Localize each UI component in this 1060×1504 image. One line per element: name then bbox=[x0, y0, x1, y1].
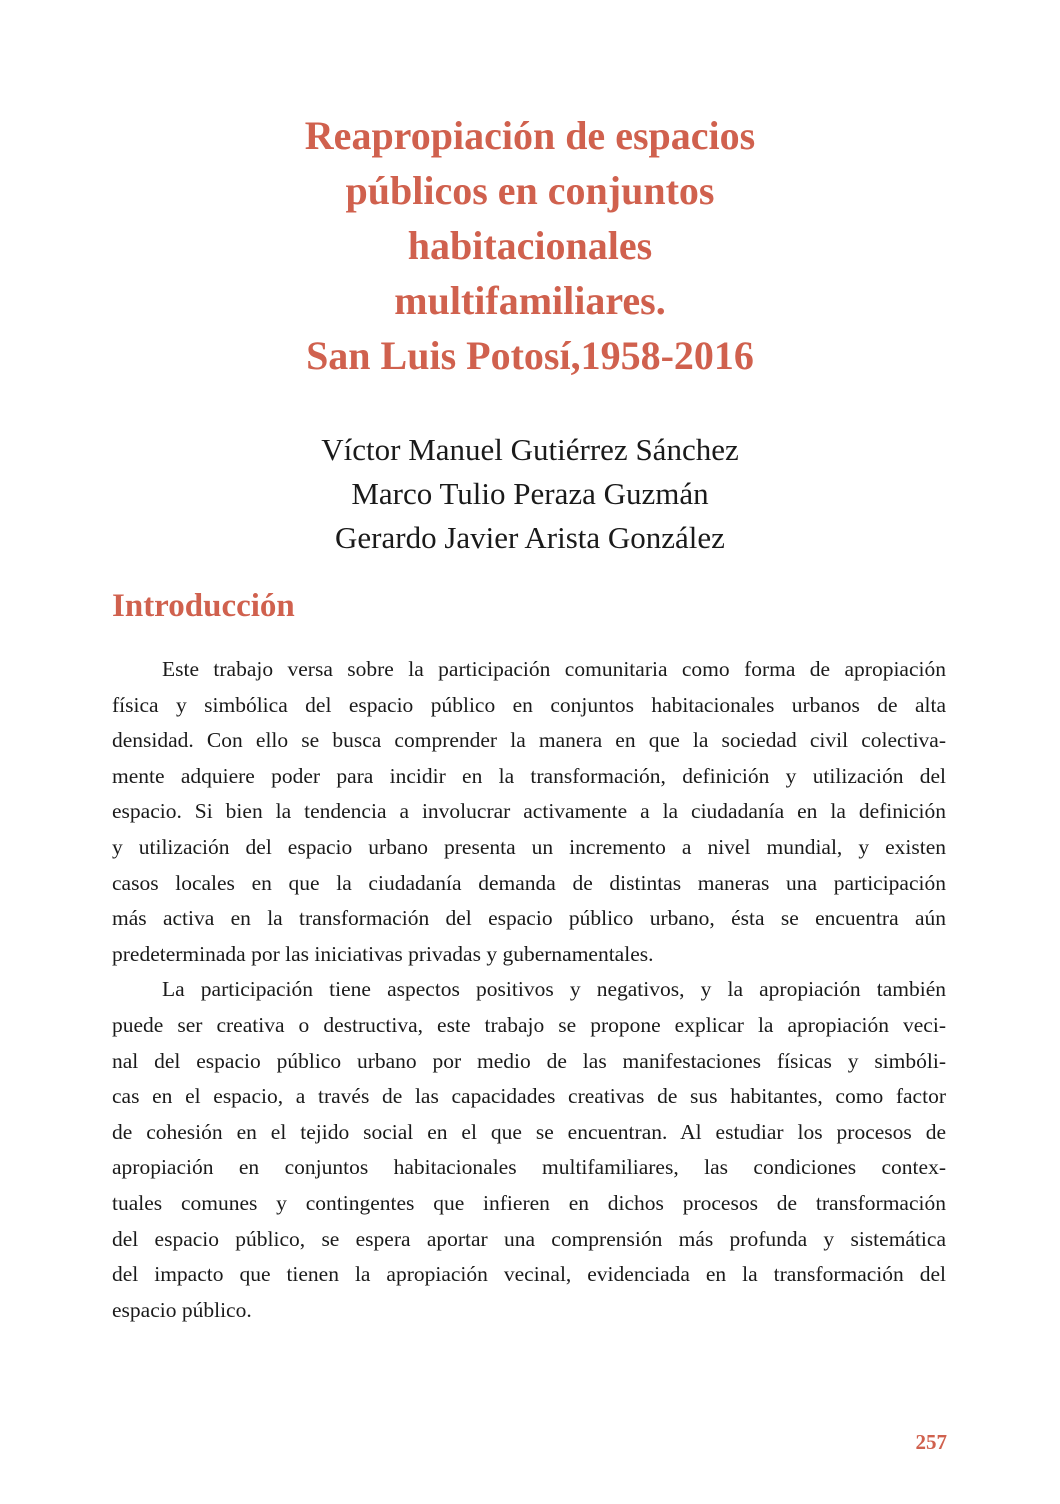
text-line: física y simbólica del espacio público en conjuntos habitacionales urbanos de alta bbox=[112, 692, 946, 717]
chapter-title-line: Reapropiación de espacios bbox=[304, 113, 756, 158]
section-heading: Introducción bbox=[112, 588, 295, 624]
page-number: 257 bbox=[915, 1430, 947, 1454]
text-line: tuales comunes y contingentes que infieren en dichos procesos de transformación bbox=[112, 1190, 946, 1215]
text-line: densidad. Con ello se busca comprender la manera en que la sociedad civil colectiva- bbox=[112, 728, 946, 753]
author-name: Marco Tulio Peraza Guzmán bbox=[351, 476, 709, 511]
chapter-title-line: multifamiliares. bbox=[394, 278, 666, 323]
text-line: nal del espacio público urbano por medio de las manifestaciones físicas y simbóli- bbox=[112, 1048, 946, 1073]
text-line: espacio público. bbox=[112, 1297, 252, 1322]
author-list bbox=[112, 428, 948, 560]
text-line: predeterminada por las iniciativas privadas y gubernamentales. bbox=[112, 941, 654, 966]
body-text bbox=[112, 652, 946, 1328]
text-line: apropiación en conjuntos habitacionales multifamiliares, las condiciones contex- bbox=[112, 1155, 946, 1180]
text-line: y utilización del espacio urbano presenta un incremento a nivel mundial, y existen bbox=[112, 834, 946, 859]
text-line: mente adquiere poder para incidir en la transformación, definición y utilización del bbox=[112, 763, 946, 788]
text-line: del impacto que tienen la apropiación vecinal, evidenciada en la transformación del bbox=[112, 1262, 946, 1287]
text-line: cas en el espacio, a través de las capacidades creativas de sus habitantes, como factor bbox=[112, 1084, 946, 1109]
text-line: espacio. Si bien la tendencia a involucrar activamente a la ciudadanía en la definición bbox=[112, 799, 946, 824]
text-line: casos locales en que la ciudadanía demanda de distintas maneras una participación bbox=[112, 870, 946, 895]
author-name: Víctor Manuel Gutiérrez Sánchez bbox=[321, 432, 739, 467]
paragraph bbox=[112, 652, 946, 972]
chapter-title-line: San Luis Potosí,1958-2016 bbox=[306, 333, 754, 378]
text-line: Este trabajo versa sobre la participación comunitaria como forma de apropiación bbox=[162, 657, 946, 681]
text-line: de cohesión en el tejido social en el que se encuentran. Al estudiar los procesos de bbox=[112, 1119, 946, 1144]
paragraph bbox=[112, 972, 946, 1328]
chapter-title-line: públicos en conjuntos bbox=[345, 168, 715, 213]
text-line: del espacio público, se espera aportar una comprensión más profunda y sistemática bbox=[112, 1226, 946, 1251]
author-name: Gerardo Javier Arista González bbox=[335, 520, 725, 555]
chapter-title-line: habitacionales bbox=[407, 223, 653, 268]
text-line: puede ser creativa o destructiva, este trabajo se propone explicar la apropiación veci- bbox=[112, 1012, 946, 1037]
text-line: La participación tiene aspectos positivos y negativos, y la apropiación también bbox=[162, 977, 946, 1002]
chapter-title bbox=[112, 108, 948, 383]
text-line: más activa en la transformación del espacio público urbano, ésta se encuentra aún bbox=[112, 906, 946, 931]
